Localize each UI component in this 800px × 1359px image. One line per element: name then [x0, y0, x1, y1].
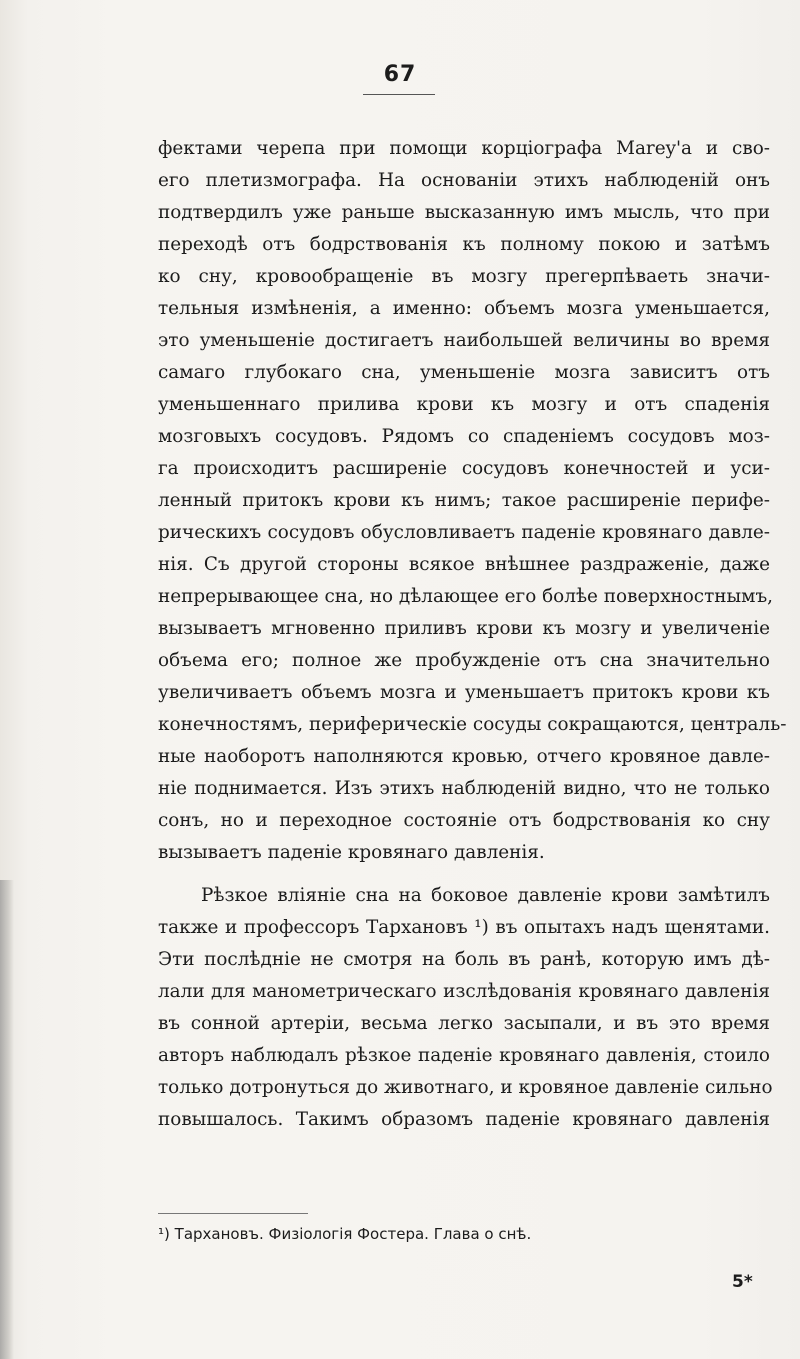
text-line: увеличиваетъ объемъ мозга и уменьшаетъ притокъ крови къ	[158, 682, 770, 703]
page-edge-shadow	[0, 880, 14, 1359]
text-line: это уменьшеніе достигаетъ наибольшей величины во время	[158, 330, 770, 351]
text-line: повышалось. Такимъ образомъ паденіе кровянаго давленія	[158, 1109, 770, 1130]
page-number: 67	[383, 62, 417, 87]
page-number-underline	[363, 94, 435, 95]
text-line: га происходитъ расширеніе сосудовъ конечностей и уси-	[158, 458, 770, 479]
text-line: въ сонной артеріи, весьма легко засыпали, и въ это время	[158, 1013, 770, 1034]
text-line: фектами черепа при помощи корціографа Marey'a и сво-	[158, 138, 770, 159]
text-line: авторъ наблюдалъ рѣзкое паденіе кровянаго давленія, стоило	[158, 1045, 770, 1066]
text-line: Эти послѣдніе не смотря на боль въ ранѣ, которую имъ дѣ-	[158, 949, 770, 970]
text-line: объема его; полное же пробужденіе отъ сна значительно	[158, 650, 770, 671]
text-line: вызываетъ паденіе кровянаго давленія.	[158, 842, 545, 863]
printer-signature-mark: 5*	[732, 1272, 753, 1292]
text-line: вызываетъ мгновенно приливъ крови къ мозгу и увеличеніе	[158, 618, 770, 639]
text-line: тельныя измѣненія, а именно: объемъ мозга уменьшается,	[158, 298, 770, 319]
footnote-divider	[158, 1213, 308, 1214]
footnote	[158, 1225, 531, 1243]
text-line: только дотронуться до животнаго, и кровяное давленіе сильно	[158, 1077, 773, 1098]
text-line: конечностямъ, периферическіе сосуды сокращаются, централь-	[158, 714, 787, 735]
text-line: подтвердилъ уже раньше высказанную имъ мысль, что при	[158, 202, 770, 223]
text-line: уменьшеннаго прилива крови къ мозгу и отъ спаденія	[158, 394, 770, 415]
paragraph-1	[158, 133, 787, 869]
text-line: непрерывающее сна, но дѣлающее его болѣе поверхностнымъ,	[158, 586, 774, 607]
text-line: сонъ, но и переходное состояніе отъ бодрствованія ко сну	[158, 810, 770, 831]
footnote-text: Тархановъ. Физіологія Фостера. Глава о снѣ.	[174, 1225, 532, 1243]
text-line: ніе поднимается. Изъ этихъ наблюденій видно, что не только	[158, 778, 770, 799]
text-line: Рѣзкое вліяніе сна на боковое давленіе крови замѣтилъ	[201, 885, 770, 906]
text-line: его плетизмографа. На основаніи этихъ наблюденій онъ	[158, 170, 770, 191]
text-line: лали для манометрическаго изслѣдованія кровянаго давленія	[158, 981, 770, 1002]
text-line: ленный притокъ крови къ нимъ; такое расширеніе перифе-	[158, 490, 770, 511]
text-line: ные наоборотъ наполняются кровью, отчего кровяное давле-	[158, 746, 770, 767]
footnote-marker: ¹)	[158, 1225, 170, 1243]
text-line: мозговыхъ сосудовъ. Рядомъ со спаденіемъ сосудовъ моз-	[158, 426, 770, 447]
paragraph-2	[158, 880, 773, 1136]
text-line: ко сну, кровообращеніе въ мозгу прегерпѣваеть значи-	[158, 266, 770, 287]
text-line: рическихъ сосудовъ обусловливаетъ паденіе кровянаго давле-	[158, 522, 770, 543]
text-line: самаго глубокаго сна, уменьшеніе мозга зависитъ отъ	[158, 362, 770, 383]
text-line: также и профессоръ Тархановъ ¹) въ опытахъ надъ щенятами.	[158, 917, 770, 938]
text-line: переходѣ отъ бодрствованія къ полному покою и затѣмъ	[158, 234, 770, 255]
text-line: нія. Съ другой стороны всякое внѣшнее раздраженіе, даже	[158, 554, 770, 575]
